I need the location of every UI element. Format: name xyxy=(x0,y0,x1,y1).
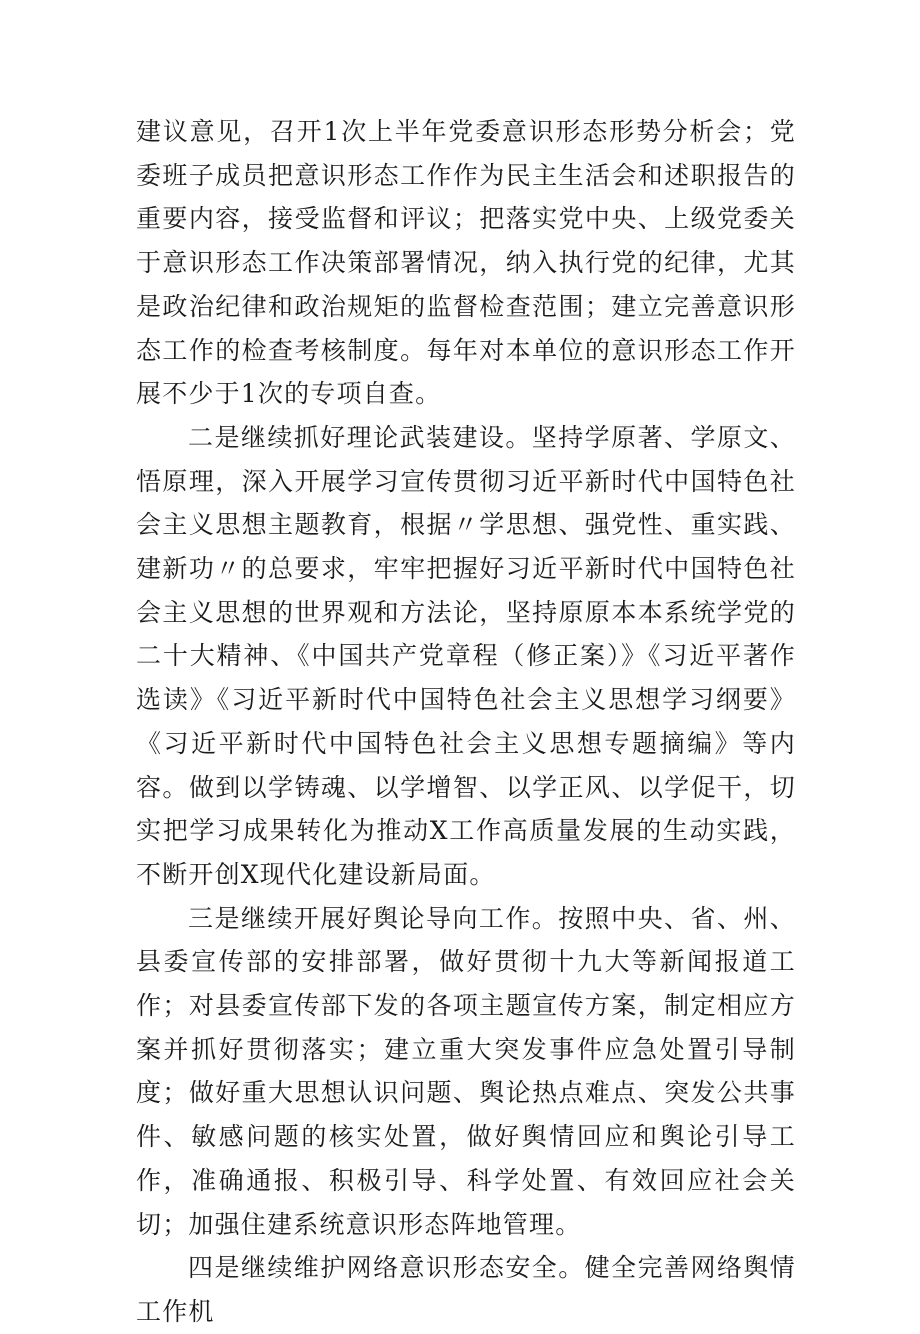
paragraph-public-opinion: 三是继续开展好舆论导向工作。按照中央、省、州、县委宣传部的安排部署，做好贯彻十九大等新闻报道工作；对县委宣传部下发的各项主题宣传方案，制定相应方案并抓好贯彻落实；建立重大突发事件应急处置引导制度；做好重大思想认识问题、舆论热点难点、突发公共事件、敏感问题的核实处置，做好舆情回应和舆论引导工作，准确通报、积极引导、科学处置、有效回应社会关切；加强住建系统意识形态阵地管理。 xyxy=(136,903,796,1239)
paragraph-network-security: 四是继续维护网络意识形态安全。健全完善网络舆情工作机 xyxy=(136,1253,796,1326)
paragraph-continuation: 建议意见，召开1次上半年党委意识形态形势分析会；党委班子成员把意识形态工作作为民主生活会和述职报告的重要内容，接受监督和评议；把落实党中央、上级党委关于意识形态工作决策部署情况，纳入执行党的纪律，尤其是政治纪律和政治规矩的监督检查范围；建立完善意识形态工作的检查考核制度。每年对本单位的意识形态工作开展不少于1次的专项自查。 xyxy=(136,117,796,409)
document-body xyxy=(136,110,796,1334)
paragraph-theory-study: 二是继续抓好理论武装建设。坚持学原著、学原文、悟原理，深入开展学习宣传贯彻习近平新时代中国特色社会主义思想主题教育，根据〃学思想、强党性、重实践、建新功〃的总要求，牢牢把握好习近平新时代中国特色社会主义思想的世界观和方法论，坚持原原本本系统学党的二十大精神、《中国共产党章程（修正案）》《习近平著作选读》《习近平新时代中国特色社会主义思想学习纲要》《习近平新时代中国特色社会主义思想专题摘编》等内容。做到以学铸魂、以学增智、以学正风、以学促干，切实把学习成果转化为推动X工作高质量发展的生动实践，不断开创X现代化建设新局面。 xyxy=(136,422,796,889)
